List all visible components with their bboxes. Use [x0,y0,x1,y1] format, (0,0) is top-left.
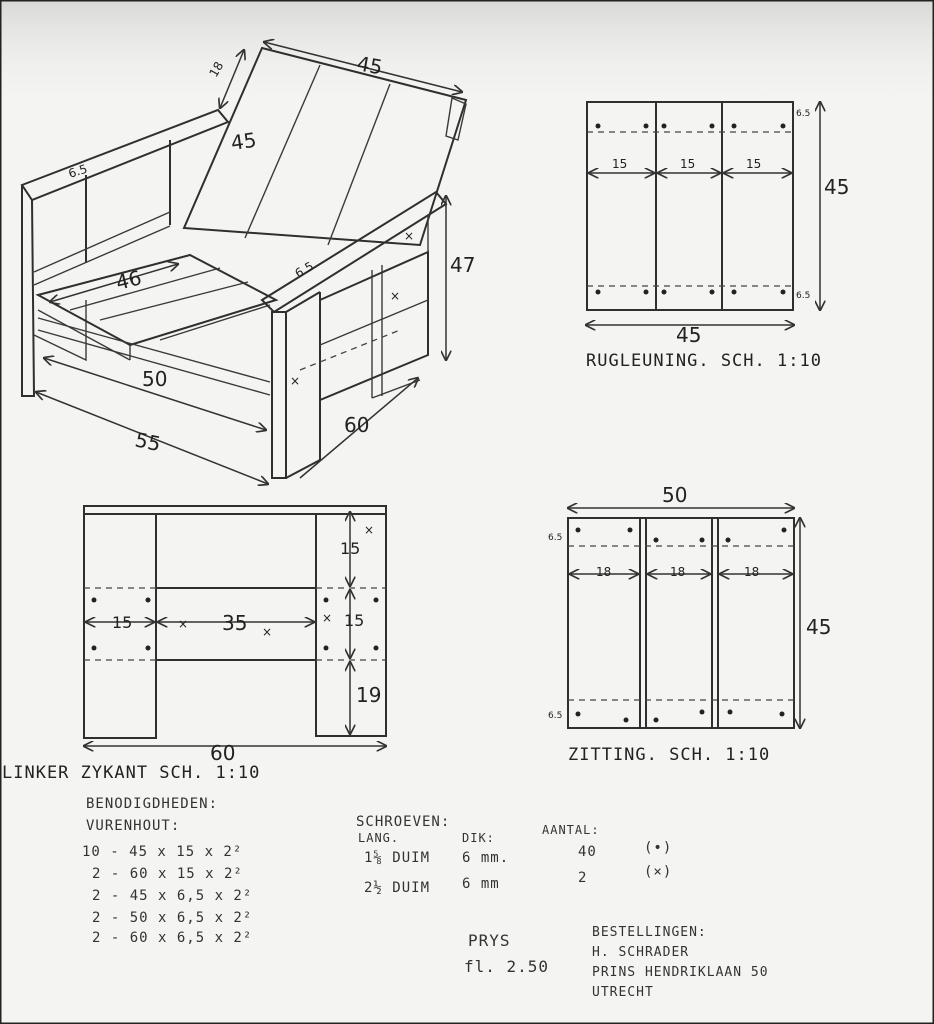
screws-row-mark: (×) [644,864,673,880]
materials-list [82,796,252,946]
svg-text:×: × [390,289,401,303]
materials-item: 2 - 45 x 6,5 x 2² [92,888,253,904]
svg-text:×: × [290,374,301,388]
rugleuning-height: 45 [824,175,850,199]
materials-wood: VURENHOUT: [86,818,181,834]
materials-item: 2 - 50 x 6,5 x 2² [92,910,253,926]
rugleuning-board-2: 15 [680,157,696,171]
dim-back-width: 45 [355,51,385,80]
zijkant-title: LINKER ZYKANT SCH. 1:10 [2,763,261,783]
zijkant-width-left: 15 [112,613,133,632]
svg-text:×: × [322,611,333,625]
zitting-outline [568,518,794,728]
dim-back-depth: 18 [206,59,227,80]
screws-row-aantal: 40 [578,844,597,860]
zitting-edge-bottom: 6.5 [548,711,563,721]
scan-shadow [0,0,934,110]
svg-text:×: × [364,523,375,537]
price-label: PRYS [468,931,511,950]
order-address [592,925,769,1000]
right-front-leg [272,312,286,478]
dim-back-height: 45 [229,127,258,155]
rugleuning-width: 45 [676,323,702,347]
dim-arm-left: 6.5 [66,161,90,181]
right-armrest [262,192,446,312]
dim-side-length: 60 [344,413,370,437]
zitting-width: 50 [662,483,688,507]
zitting-height: 45 [806,615,832,639]
zitting-edge-top: 6.5 [548,533,563,543]
screws-col-lang: LANG. [358,831,400,845]
zitting-title: ZITTING. SCH. 1:10 [568,745,771,765]
order-title: BESTELLINGEN: [592,925,707,940]
screws-row-dik: 6 mm [462,876,500,892]
price-block [464,931,549,976]
screws-row-lang: 1⅝ DUIM [364,850,431,866]
price-value: fl. 2.50 [464,957,550,976]
rugleuning-title: RUGLEUNING. SCH. 1:10 [586,351,822,371]
zijkant-width-mid: 35 [222,611,248,635]
left-front-leg [22,185,34,396]
order-line: PRINS HENDRIKLAAN 50 [592,965,769,980]
materials-item: 2 - 60 x 15 x 2² [92,866,243,882]
svg-text:×: × [262,625,273,639]
materials-item: 2 - 60 x 6,5 x 2² [92,930,253,946]
screws-row-mark: (•) [644,840,673,856]
screws-row-aantal: 2 [578,870,588,886]
zijkant-height-bottom: 19 [356,683,382,707]
rugleuning-board-1: 15 [612,157,628,171]
dim-base-length: 55 [132,427,163,457]
order-line: H. SCHRADER [592,945,690,960]
dim-seat-depth: 46 [113,265,144,295]
zijkant-view [2,506,386,783]
screws-row-lang: 2½ DUIM [364,880,431,896]
zijkant-height-mid: 15 [344,611,365,630]
rugleuning-outline [587,102,793,310]
left-armrest [22,110,228,200]
materials-item: 10 - 45 x 15 x 2² [82,844,243,860]
right-side-panel [320,252,428,400]
zijkant-total-width: 60 [210,741,236,765]
dim-arm-right: 6.5 [292,258,317,281]
materials-title: BENODIGDHEDEN: [86,796,219,812]
screws-col-aantal: AANTAL: [542,823,600,837]
order-line: UTRECHT [592,985,654,1000]
svg-text:×: × [404,229,415,243]
rugleuning-edge-bottom: 6.5 [796,291,811,301]
dim-seat-length: 50 [142,367,168,391]
screws-row-dik: 6 mm. [462,850,510,866]
rugleuning-view [586,102,849,371]
zitting-board-3: 18 [744,565,760,579]
rugleuning-edge-top: 6.5 [796,109,811,119]
screws-title: SCHROEVEN: [356,814,451,830]
zijkant-height-top: 15 [340,539,361,558]
dim-height: 47 [450,253,476,277]
rugleuning-board-3: 15 [746,157,762,171]
screws-col-dik: DIK: [462,831,495,845]
screws-table [356,814,672,896]
zitting-view [548,483,831,765]
svg-text:×: × [178,617,189,631]
zitting-board-1: 18 [596,565,612,579]
zitting-board-2: 18 [670,565,686,579]
